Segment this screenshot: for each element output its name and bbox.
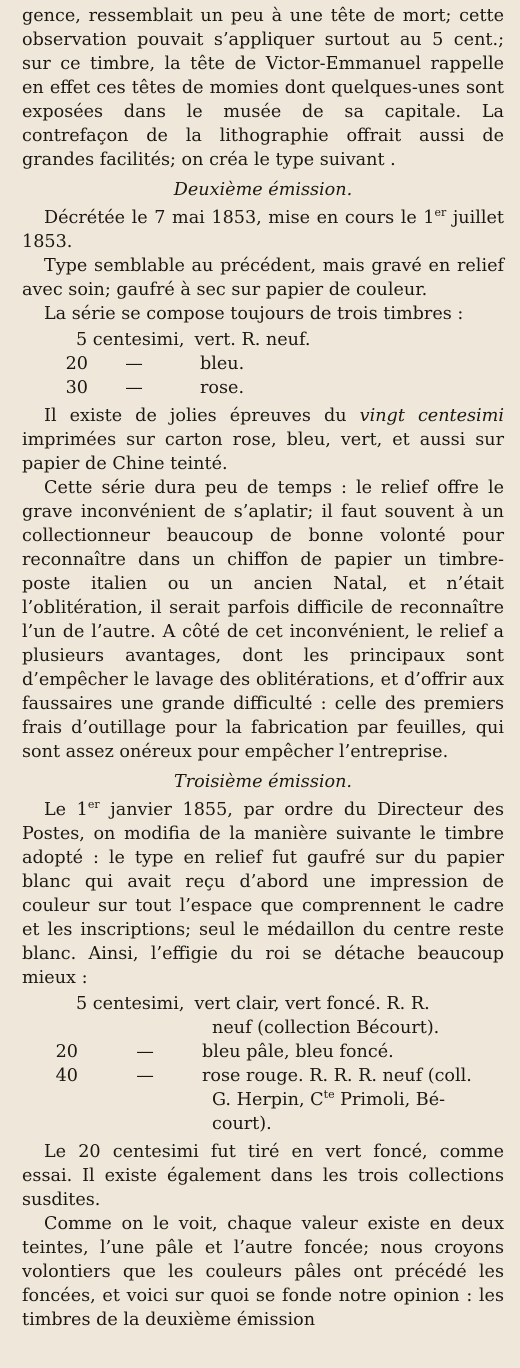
stamp-row: [22, 376, 504, 400]
stamp-value: 5 centesimi,: [76, 994, 185, 1014]
stamp-row-continuation: [22, 1088, 504, 1112]
collection-sup: te: [323, 1088, 335, 1102]
stamp-value: 30: [65, 378, 88, 398]
stamp-desc-continuation: court).: [212, 1114, 272, 1134]
paragraph-decree: [22, 206, 504, 254]
paragraph-intro: gence, ressemblait un peu à une tête de mort; cette observation pouvait s’appliquer surtout au 5 cent.; sur ce timbre, la tête de Victor-Emmanuel rappelle en effet ces têtes de momies dont quelques-unes sont exposées dans le musée de sa capitale. La contrefaçon de la lithographie offrait aussi de grandes facilités; on créa le type suivant .: [22, 6, 504, 170]
paragraph-epreuves: [22, 404, 504, 476]
paragraph-relief: Cette série dura peu de temps : le relief offre le grave inconvénient de s’aplatir; il faut souvent à un collectionneur beaucoup de bonne volonté pour reconnaître dans un chiffon de papier un timbre-poste italien ou un ancien Natal, et n’était l’oblitération, il serait parfois difficile de reconnaître l’un de l’autre. A côté de cet inconvénient, le relief a plusieurs avantages, dont les principaux sont d’empêcher le lavage des oblitérations, et d’offrir aux faussaires une grande difficulté : celle des premiers frais d’outillage pour la fabrication par feuilles, qui sont assez onéreux pour empêcher l’entreprise.: [22, 478, 504, 762]
stamp-list-2: [22, 328, 504, 400]
paragraph-essai: Le 20 centesimi fut tiré en vert foncé, comme essai. Il existe également dans les trois collections susdites.: [22, 1142, 504, 1210]
stamp-value: 40: [55, 1066, 78, 1086]
stamp-desc: rose rouge. R. R. R. neuf (coll.: [202, 1066, 472, 1086]
stamp-desc: bleu.: [200, 354, 245, 374]
stamp-value: 20: [55, 1042, 78, 1062]
janvier-text-end: janvier 1855, par ordre du Directeur des Postes, on modifia de la manière suivante le timbre adopté : le type en relief fut gaufré sur du papier blanc qui avait reçu d’abord une impression de couleur sur tout l’espace que comprennent le cadre et les inscriptions; seul le médaillon du centre reste blanc. Ainsi, l’effigie du roi se détache beaucoup mieux :: [22, 800, 505, 988]
janvier-text: Le 1: [44, 800, 88, 820]
stamp-row: [22, 328, 504, 352]
epreuves-text-end: imprimées sur carton rose, bleu, vert, et aussi sur papier de Chine teinté.: [22, 430, 504, 474]
paragraph-teintes: Comme on le voit, chaque valeur existe en deux teintes, l’une pâle et l’autre foncée; nous croyons volontiers que les couleurs pâles ont précédé les foncées, et voici sur quoi se fonde notre opinion : les timbres de la deuxième émission: [22, 1214, 504, 1330]
stamp-desc: vert clair, vert foncé. R. R.: [194, 994, 430, 1014]
stamp-desc-continuation: [212, 1088, 445, 1112]
stamp-row: [22, 352, 504, 376]
stamp-dash: —: [125, 378, 143, 398]
stamp-desc-continuation: neuf (collection Bécourt).: [212, 1018, 440, 1038]
stamp-value: 5 centesimi,: [76, 330, 185, 350]
stamp-dash: —: [125, 354, 143, 374]
decree-text-end: juillet 1853.: [22, 208, 504, 252]
stamp-row-continuation: [22, 1016, 504, 1040]
stamp-row-continuation: [22, 1112, 504, 1136]
collection-text-end: Primoli, Bé-: [334, 1090, 446, 1110]
epreuves-italic: vingt centesimi: [359, 406, 504, 426]
stamp-row: [22, 992, 504, 1016]
paragraph-janvier: [22, 798, 504, 990]
decree-text: Décrétée le 7 mai 1853, mise en cours le 1: [44, 208, 435, 228]
stamp-desc: bleu pâle, bleu foncé.: [202, 1042, 394, 1062]
stamp-desc: vert. R. neuf.: [194, 330, 311, 350]
stamp-dash: —: [136, 1042, 154, 1062]
stamp-row: [22, 1040, 504, 1064]
stamp-desc: rose.: [200, 378, 245, 398]
janvier-sup: er: [87, 798, 100, 812]
heading-troisieme-emission: Troisième émission.: [173, 772, 353, 792]
paragraph-serie: La série se compose toujours de trois timbres :: [44, 304, 464, 324]
stamp-value: 20: [65, 354, 88, 374]
epreuves-text: Il existe de jolies épreuves du: [44, 406, 360, 426]
stamp-list-3: [22, 992, 504, 1136]
decree-sup: er: [434, 206, 447, 220]
heading-deuxieme-emission: Deuxième émission.: [173, 180, 353, 200]
stamp-row: [22, 1064, 504, 1088]
collection-text: G. Herpin, C: [212, 1090, 324, 1110]
paragraph-type: Type semblable au précédent, mais gravé en relief avec soin; gaufré à sec sur papier de couleur.: [22, 256, 504, 300]
stamp-dash: —: [136, 1066, 154, 1086]
